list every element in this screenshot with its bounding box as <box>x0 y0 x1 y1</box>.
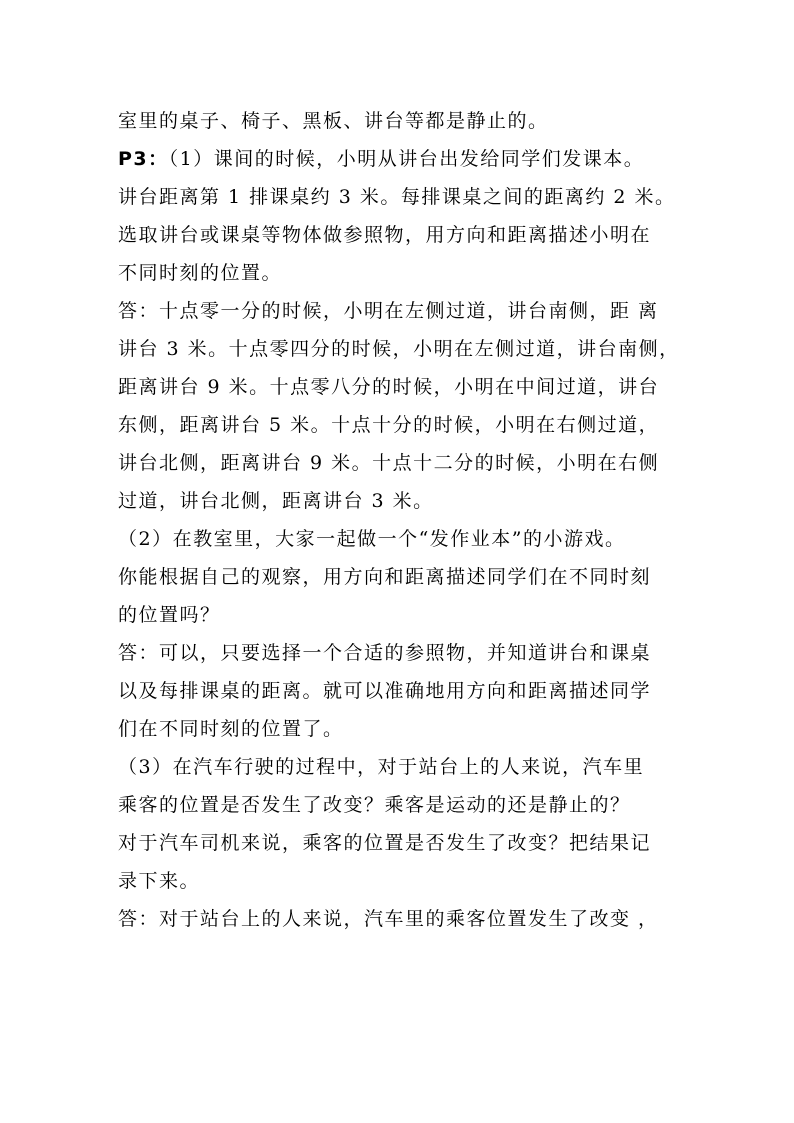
text-line: 选取讲台或课桌等物体做参照物，用方向和距离描述小明在 <box>118 224 652 246</box>
question-label: P3： <box>118 148 169 170</box>
question-line: （2）在教室里，大家一起做一个“发作业本”的小游戏。 <box>118 528 626 550</box>
text-line: 过道，讲台北侧，距离讲台 3 米。 <box>118 490 434 512</box>
text-line: 讲台 3 米。十点零四分的时候，小明在左侧过道，讲台南侧， <box>118 338 680 360</box>
text-line: 们在不同时刻的位置了。 <box>118 718 344 740</box>
text-line: 对于汽车司机来说，乘客的位置是否发生了改变？把结果记 <box>118 832 652 854</box>
text-line: 讲台距离第 1 排课桌约 3 米。每排课桌之间的距离约 2 米。 <box>118 186 676 208</box>
question-line: （3）在汽车行驶的过程中，对于站台上的人来说，汽车里 <box>118 756 645 778</box>
text-line: 乘客的位置是否发生了改变？乘客是运动的还是静止的？ <box>118 794 631 816</box>
text-line: 你能根据自己的观察，用方向和距离描述同学们在不同时刻 <box>118 566 652 588</box>
document-body <box>118 102 678 938</box>
text-line: 以及每排课桌的距离。就可以准确地用方向和距离描述同学 <box>118 680 652 702</box>
answer-line: 答：可以，只要选择一个合适的参照物，并知道讲台和课桌 <box>118 642 652 664</box>
text-line: 录下来。 <box>118 870 201 892</box>
text-line: 距离讲台 9 米。十点零八分的时候，小明在中间过道，讲台 <box>118 376 660 398</box>
answer-line: 答：对于站台上的人来说，汽车里的乘客位置发生了改变 ， <box>118 908 659 930</box>
text-line: 室里的桌子、椅子、黑板、讲台等都是静止的。 <box>118 110 549 132</box>
text-line: 的位置吗？ <box>118 604 221 626</box>
text-line: 不同时刻的位置。 <box>118 262 283 284</box>
question-p3-line: P3：（1）课间的时候，小明从讲台出发给同学们发课本。 <box>118 148 645 170</box>
answer-line: 答：十点零一分的时候，小明在左侧过道，讲台南侧，距 离 <box>118 300 659 322</box>
text-line: 讲台北侧，距离讲台 9 米。十点十二分的时候，小明在右侧 <box>118 452 660 474</box>
text-line: 东侧，距离讲台 5 米。十点十分的时候，小明在右侧过道， <box>118 414 660 436</box>
